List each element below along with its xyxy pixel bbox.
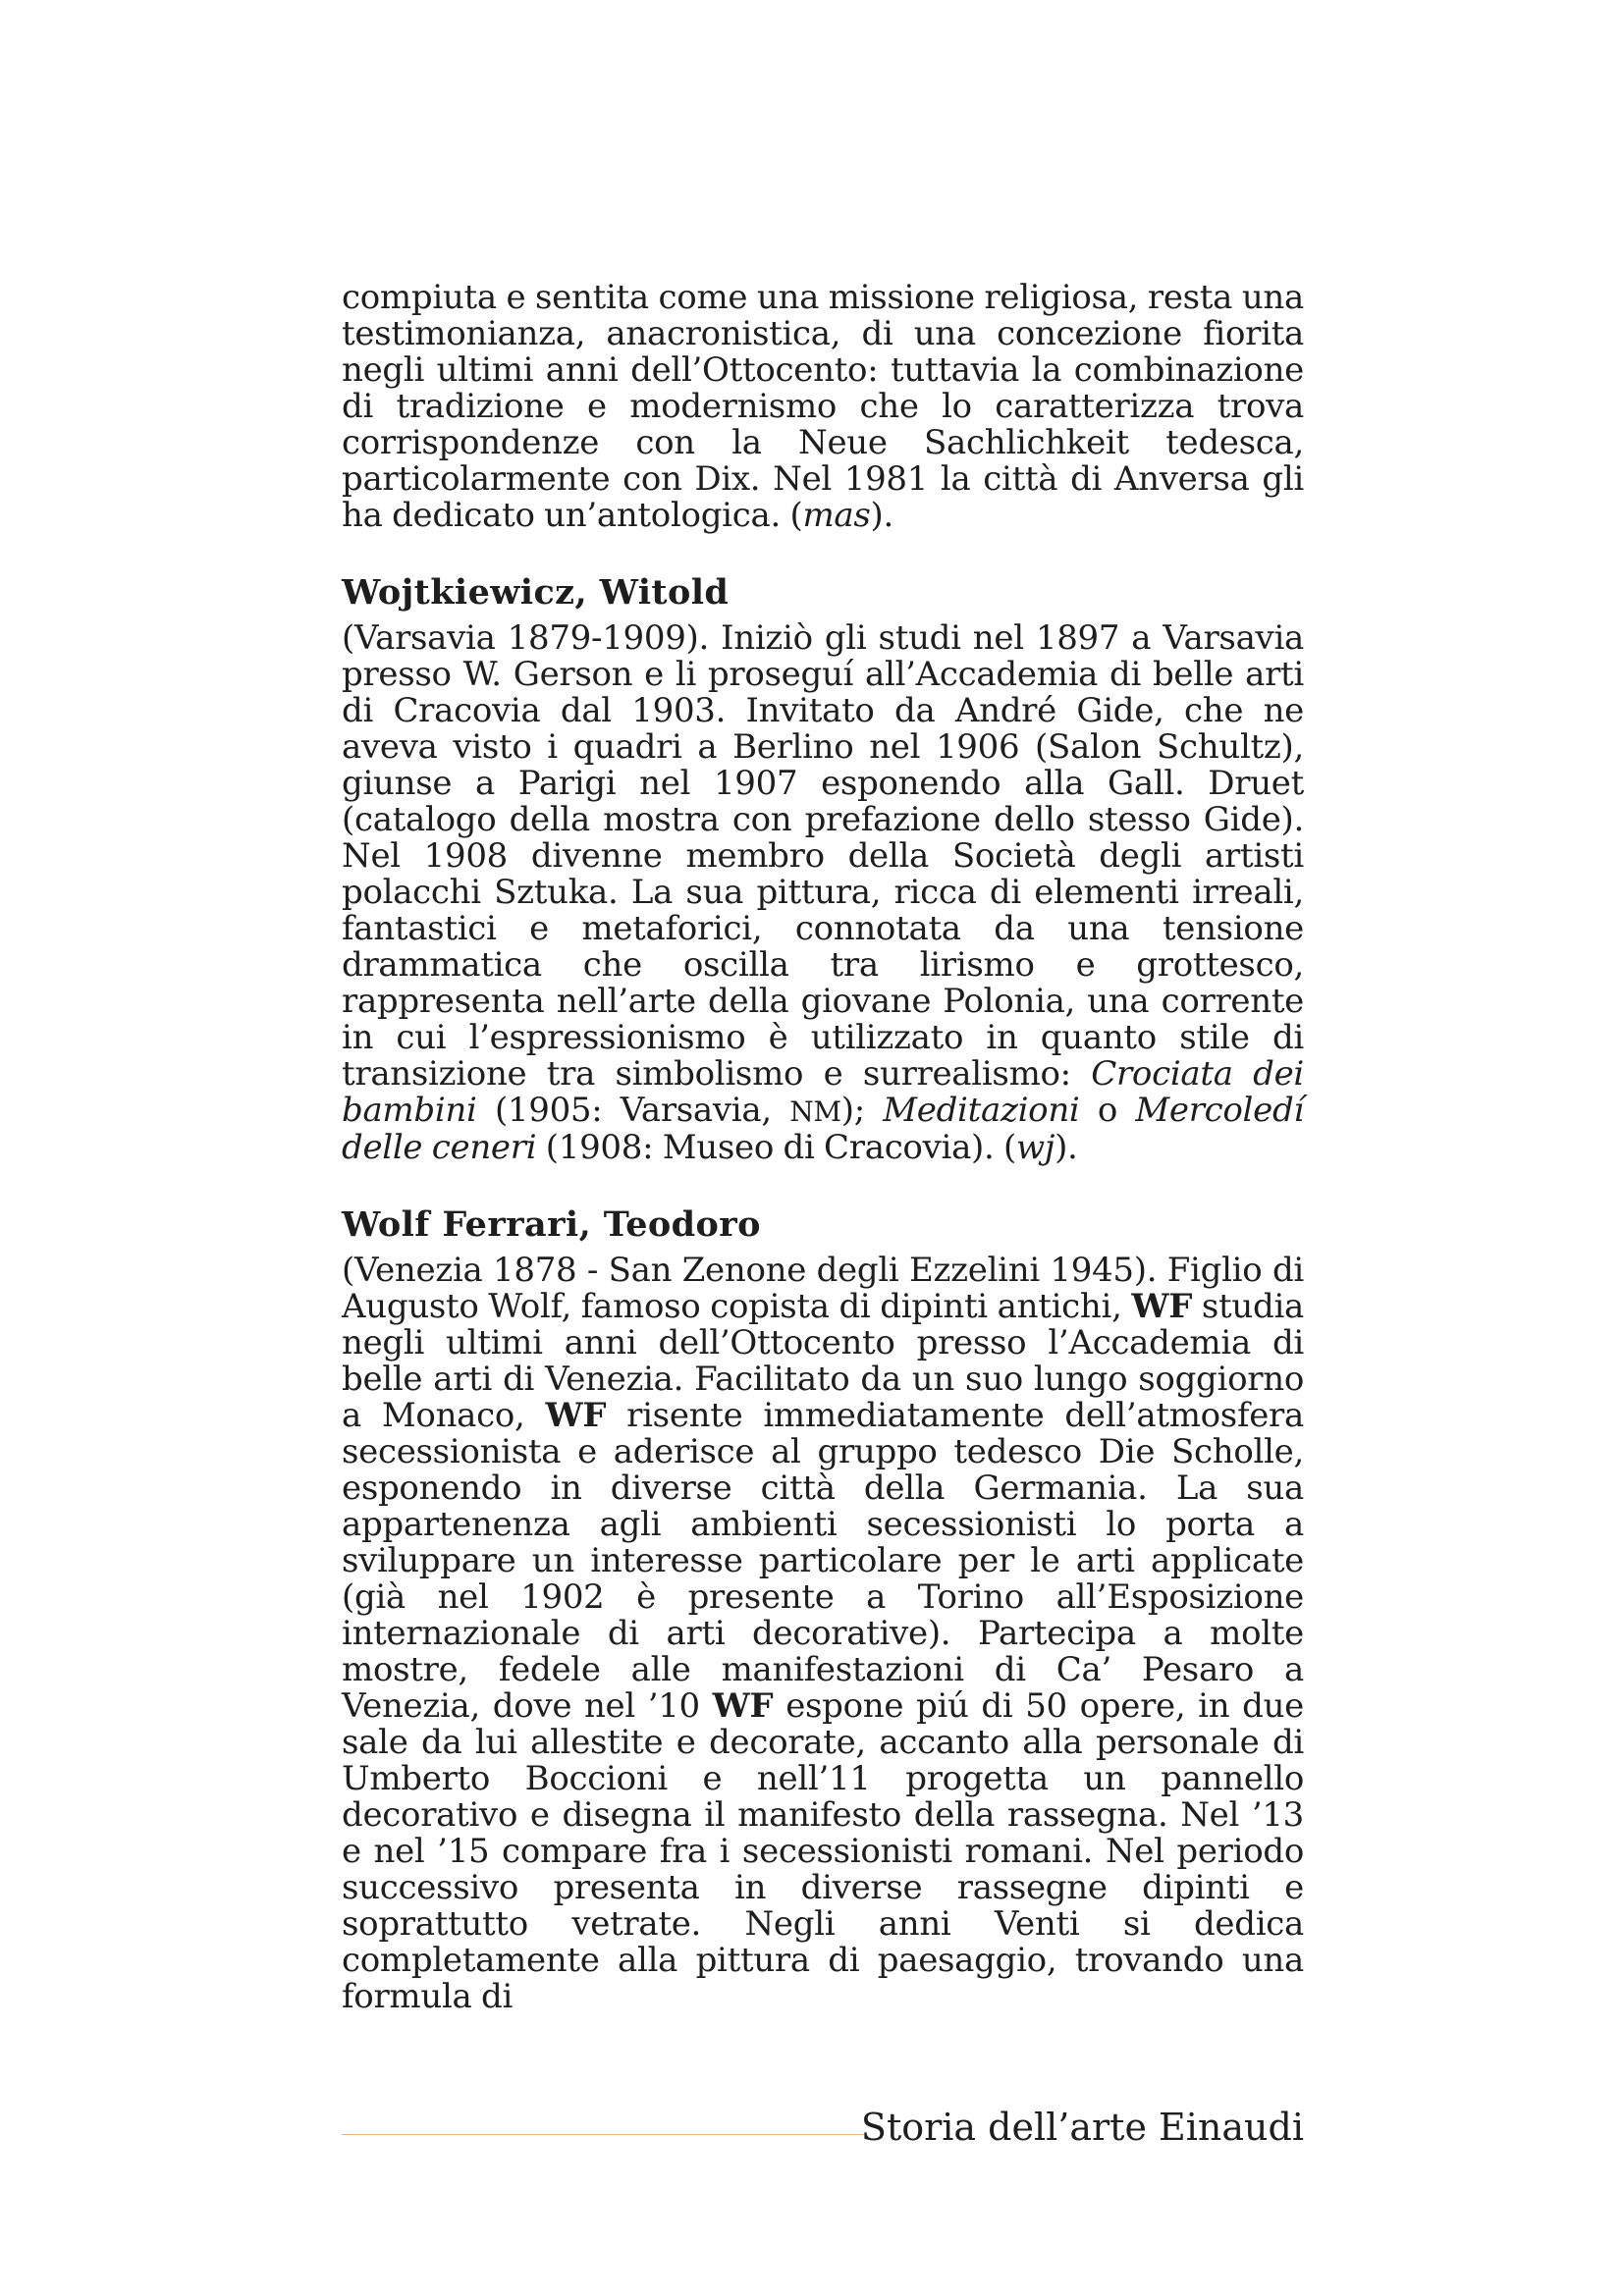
- work-info: (1908: Museo di Cracovia).: [545, 1128, 995, 1167]
- entry-text: studia negli ultimi anni dell’Ottocento presso l’Accademia di belle arti di Venezia. Facilitato da un suo lungo soggiorno a Monaco,: [342, 1287, 1304, 1435]
- conjunction: o: [1097, 1091, 1118, 1130]
- entry-title-wolf-ferrari: Wolf Ferrari, Teodoro: [342, 1204, 761, 1245]
- entry-title-wojtkiewicz: Wojtkiewicz, Witold: [342, 572, 730, 613]
- entry-text: espone piú di 50 opere, in due sale da lui allestite e decorate, accanto alla personale di Umberto Boccioni e nell’11 progetta un pannello decorativo e disegna il manifesto della rassegna. Nel ’13 e nel ’15 compare fra i secessionisti romani. Nel periodo successivo presenta in diverse rassegne dipinti e soprattutto vetrate. Negli anni Venti si dedica completamente alla pittura di paesaggio, trovando una formula di: [342, 1686, 1304, 2016]
- name-abbreviation: WF: [712, 1686, 774, 1726]
- page-footer: [342, 2103, 1304, 2152]
- work-title: Crociata dei bambini: [342, 1054, 1304, 1130]
- work-title: Mercoledí delle ceneri: [342, 1091, 1304, 1167]
- name-abbreviation: WF: [1131, 1287, 1193, 1326]
- name-abbreviation: WF: [545, 1396, 607, 1435]
- entry-text: (Venezia 1878 - San Zenone degli Ezzelini 1945). Figlio di Augusto Wolf, famoso copista di dipinti antichi,: [342, 1251, 1304, 1326]
- entry-text: (Varsavia 1879-1909). Iniziò gli studi nel 1897 a Varsavia presso W. Gerson e li proseguí all’Accademia di belle arti di Cracovia dal 1903. Invitato da André Gide, che ne aveva visto i quadri a Berlino nel 1906 (Salon Schultz), giunse a Parigi nel 1907 esponendo alla Gall. Druet (catalogo della mostra con prefazione dello stesso Gide). Nel 1908 divenne membro della Società degli artisti polacchi Sztuka. La sua pittura, ricca di elementi irreali, fantastici e metaforici, connotata da una tensione drammatica che oscilla tra lirismo e grottesco, rappresenta nell’arte della giovane Polonia, una corrente in cui l’espressionismo è utilizzato in quanto stile di transizione tra simbolismo e surrealismo:: [342, 618, 1304, 1094]
- work-title: Meditazioni: [883, 1091, 1080, 1130]
- entry-body-wolf-ferrari: [342, 1253, 1304, 2015]
- entry-author-initials: wj: [1016, 1128, 1055, 1167]
- intro-author-initials: mas: [802, 496, 871, 535]
- entry-body-wojtkiewicz: (Varsavia 1879-1909). Iniziò gli studi nel 1897 a Varsavia presso W. Gerson e li proseguí all’Accademia di belle arti di Cracovia dal 1903. Invitato da André Gide, che ne aveva visto i quadri a Berlino nel 1906 (Salon Schultz), giunse a Parigi nel 1907 esponendo alla Gall. Druet (catalogo della mostra con prefazione dello stesso Gide). Nel 1908 divenne membro della Società degli artisti polacchi Sztuka. La sua pittura, ricca di elementi irreali, fantastici e metaforici, connotata da una tensione drammatica che oscilla tra lirismo e grottesco, rappresenta nell’arte della giovane Polonia, una corrente in cui l’espressionismo è utilizzato in quanto stile di transizione tra simbolismo e surrealismo: Crociata dei bambini (1905: Varsavia, NM); Meditazioni o Mercoledí delle ceneri (1908: Museo di Cracovia). (wj).: [342, 618, 1304, 1167]
- intro-paragraph: compiuta e sentita come una missione religiosa, resta una testimonianza, anacronistica, di una concezione fiorita negli ultimi anni dell’Ottocento: tuttavia la combinazione di tradizione e modernismo che lo caratterizza trova corrispondenze con la Neue Sachlichkeit tedesca, particolarmente con Dix. Nel 1981 la città di Anversa gli ha dedicato un’antologica. (mas).: [342, 278, 1304, 535]
- footer-rule: [342, 2134, 867, 2135]
- text-column: [342, 280, 1304, 2015]
- entry-text: risente immediatamente dell’atmosfera secessionista e aderisce al gruppo tedesco Die Scholle, esponendo in diverse città della Germania. La sua appartenenza agli ambienti secessionisti lo porta a sviluppare un interesse particolare per le arti applicate (già nel 1902 è presente a Torino all’Esposizione internazionale di arti decorative). Partecipa a molte mostre, fedele alle manifestazioni di Ca’ Pesaro a Venezia, dove nel ’10: [342, 1396, 1304, 1726]
- work-info: (1905: Varsavia,: [494, 1091, 772, 1130]
- intro-text: compiuta e sentita come una missione religiosa, resta una testimonianza, anacronistica, di una concezione fiorita negli ultimi anni dell’Ottocento: tuttavia la combinazione di tradizione e modernismo che lo caratterizza trova corrispondenze con la Neue Sachlichkeit tedesca, particolarmente con Dix. Nel 1981 la città di Anversa gli ha dedicato un’antologica.: [342, 278, 1304, 535]
- footer-title: Storia dell’arte Einaudi: [860, 2106, 1304, 2149]
- museum-abbreviation: NM: [789, 1095, 841, 1128]
